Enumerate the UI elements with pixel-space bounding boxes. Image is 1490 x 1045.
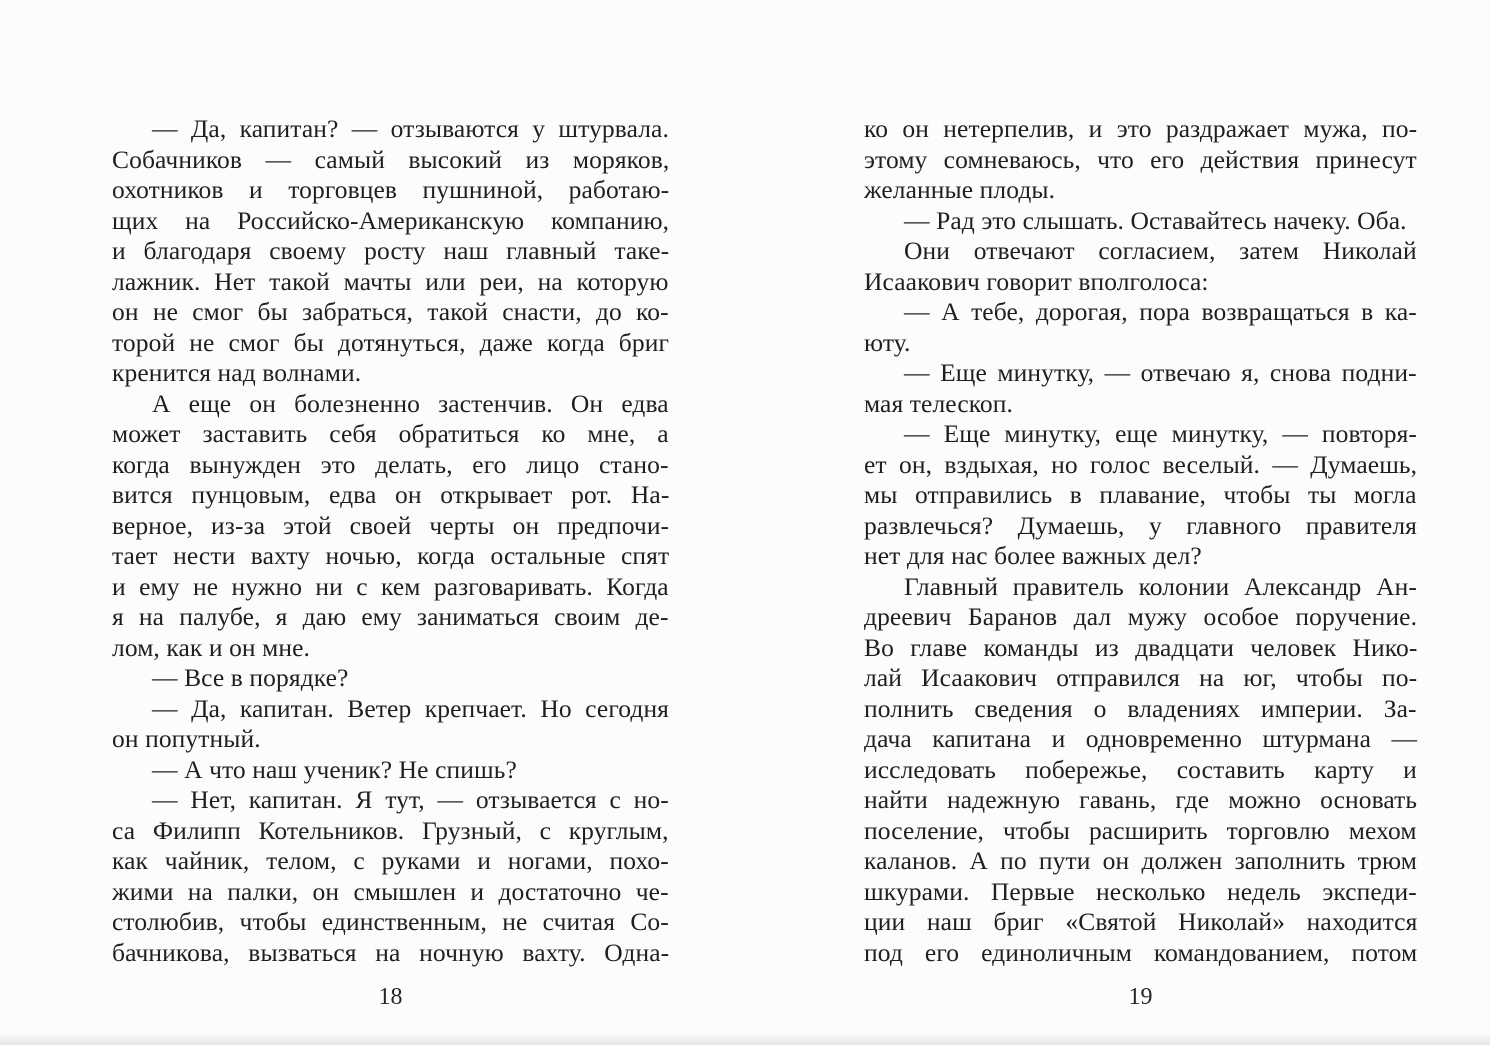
- text-line: под его единоличным командованием, потом: [864, 937, 1418, 967]
- text-line: торой не смог бы дотянуться, даже когда бриг: [112, 327, 670, 357]
- text-line: ции наш бриг «Святой Николай» находится: [864, 907, 1418, 936]
- text-line: поселение, чтобы расширить торговлю мехом: [864, 815, 1417, 845]
- text-line: как чайник, телом, с руками и ногами, похо-: [112, 846, 669, 875]
- text-line: может заставить себя обратиться ко мне, а: [112, 419, 669, 448]
- page-right: [864, 114, 1417, 1011]
- text-line: верное, из-за этой своей черты он предпочи-: [112, 510, 670, 540]
- text-line: Главный правитель колонии Александр Ан-: [904, 571, 1417, 601]
- text-line: этому сомневаюсь, что его действия принесут: [864, 144, 1417, 174]
- text-line: са Филипп Котельников. Грузный, с круглым,: [112, 815, 669, 845]
- text-line: дача капитана и одновременно штурмана —: [864, 724, 1418, 753]
- text-line: Собачников — самый высокий из моряков,: [112, 144, 670, 174]
- text-line: исследовать побережье, составить карту и: [864, 754, 1417, 784]
- text-line: когда вынужден это делать, его лицо стано-: [112, 449, 669, 479]
- text-line: он попутный.: [112, 724, 261, 753]
- page-right-text: [864, 114, 1417, 968]
- text-line: — Рад это слышать. Оставайтесь начеку. Оба.: [904, 205, 1407, 235]
- text-line: — Все в порядке?: [152, 663, 349, 692]
- text-line: желанные плоды.: [864, 175, 1056, 204]
- text-line: найти надежную гавань, где можно основать: [864, 785, 1418, 814]
- text-line: и благодаря своему росту наш главный таке-: [112, 236, 670, 265]
- page-number-left: 18: [378, 984, 403, 1010]
- text-line: — Да, капитан? — отзываются у штурвала.: [152, 114, 669, 143]
- text-line: — Нет, капитан. Я тут, — отзывается с но-: [152, 785, 669, 814]
- text-line: щих на Российско-Американскую компанию,: [112, 205, 670, 235]
- page-left: [112, 114, 669, 1011]
- text-line: — А что наш ученик? Не спишь?: [152, 754, 517, 784]
- text-line: — Еще минутку, еще минутку, — повторя-: [904, 419, 1418, 448]
- text-line: шкурами. Первые несколько недель экспеди-: [864, 876, 1417, 906]
- text-line: нет для нас более важных дел?: [864, 541, 1202, 570]
- text-line: я на палубе, я даю ему заниматься своим де-: [112, 602, 669, 631]
- text-line: — А тебе, дорогая, пора возвращаться в ка-: [904, 297, 1417, 326]
- text-line: кренится над волнами.: [112, 358, 362, 387]
- text-line: — Да, капитан. Ветер крепчает. Но сегодня: [152, 693, 670, 723]
- text-line: и ему не нужно ни с кем разговаривать. Когда: [112, 571, 669, 601]
- text-line: он не смог бы забраться, такой снасти, до ко-: [112, 297, 669, 326]
- text-line: Они отвечают согласием, затем Николай: [904, 236, 1417, 265]
- text-line: полнить сведения о владениях империи. За-: [864, 693, 1417, 723]
- text-line: Во главе команды из двадцати человек Нико-: [864, 632, 1418, 662]
- text-line: тает нести вахту ночью, когда остальные спят: [112, 541, 670, 570]
- text-line: — Еще минутку, — отвечаю я, снова подни-: [904, 358, 1417, 387]
- text-line: каланов. А по пути он должен заполнить трюм: [864, 846, 1418, 875]
- text-line: ко он нетерпелив, и это раздражает мужа, по-: [864, 114, 1418, 143]
- text-line: развлечься? Думаешь, у главного правителя: [864, 510, 1418, 540]
- text-line: лажник. Нет такой мачты или реи, на которую: [112, 266, 669, 296]
- text-line: бачникова, вызваться на ночную вахту. Одна-: [112, 937, 670, 967]
- page-number-right: 19: [1128, 984, 1153, 1010]
- text-line: мы отправились в плавание, чтобы ты могла: [864, 480, 1417, 509]
- text-line: жими на палки, он смышлен и достаточно че-: [112, 876, 669, 906]
- text-line: лай Исаакович отправился на юг, чтобы по-: [864, 663, 1418, 692]
- page-left-text: [112, 114, 669, 968]
- text-line: лом, как и он мне.: [112, 632, 311, 662]
- text-line: охотников и торговцев пушниной, работаю-: [112, 175, 670, 204]
- text-line: дреевич Баранов дал мужу особое поручение.: [864, 602, 1418, 631]
- text-line: столюбив, чтобы единственным, не считая Со-: [112, 907, 669, 936]
- text-line: ет он, вздыхая, но голос веселый. — Думаешь,: [864, 449, 1418, 479]
- text-line: А еще он болезненно застенчив. Он едва: [152, 388, 669, 418]
- scan-edge-shadow: [0, 1033, 1490, 1045]
- text-line: юту.: [864, 327, 911, 357]
- text-line: Исаакович говорит вполголоса:: [864, 266, 1209, 296]
- text-line: вится пунцовым, едва он открывает рот. На-: [112, 480, 670, 509]
- text-line: мая телескоп.: [864, 388, 1014, 418]
